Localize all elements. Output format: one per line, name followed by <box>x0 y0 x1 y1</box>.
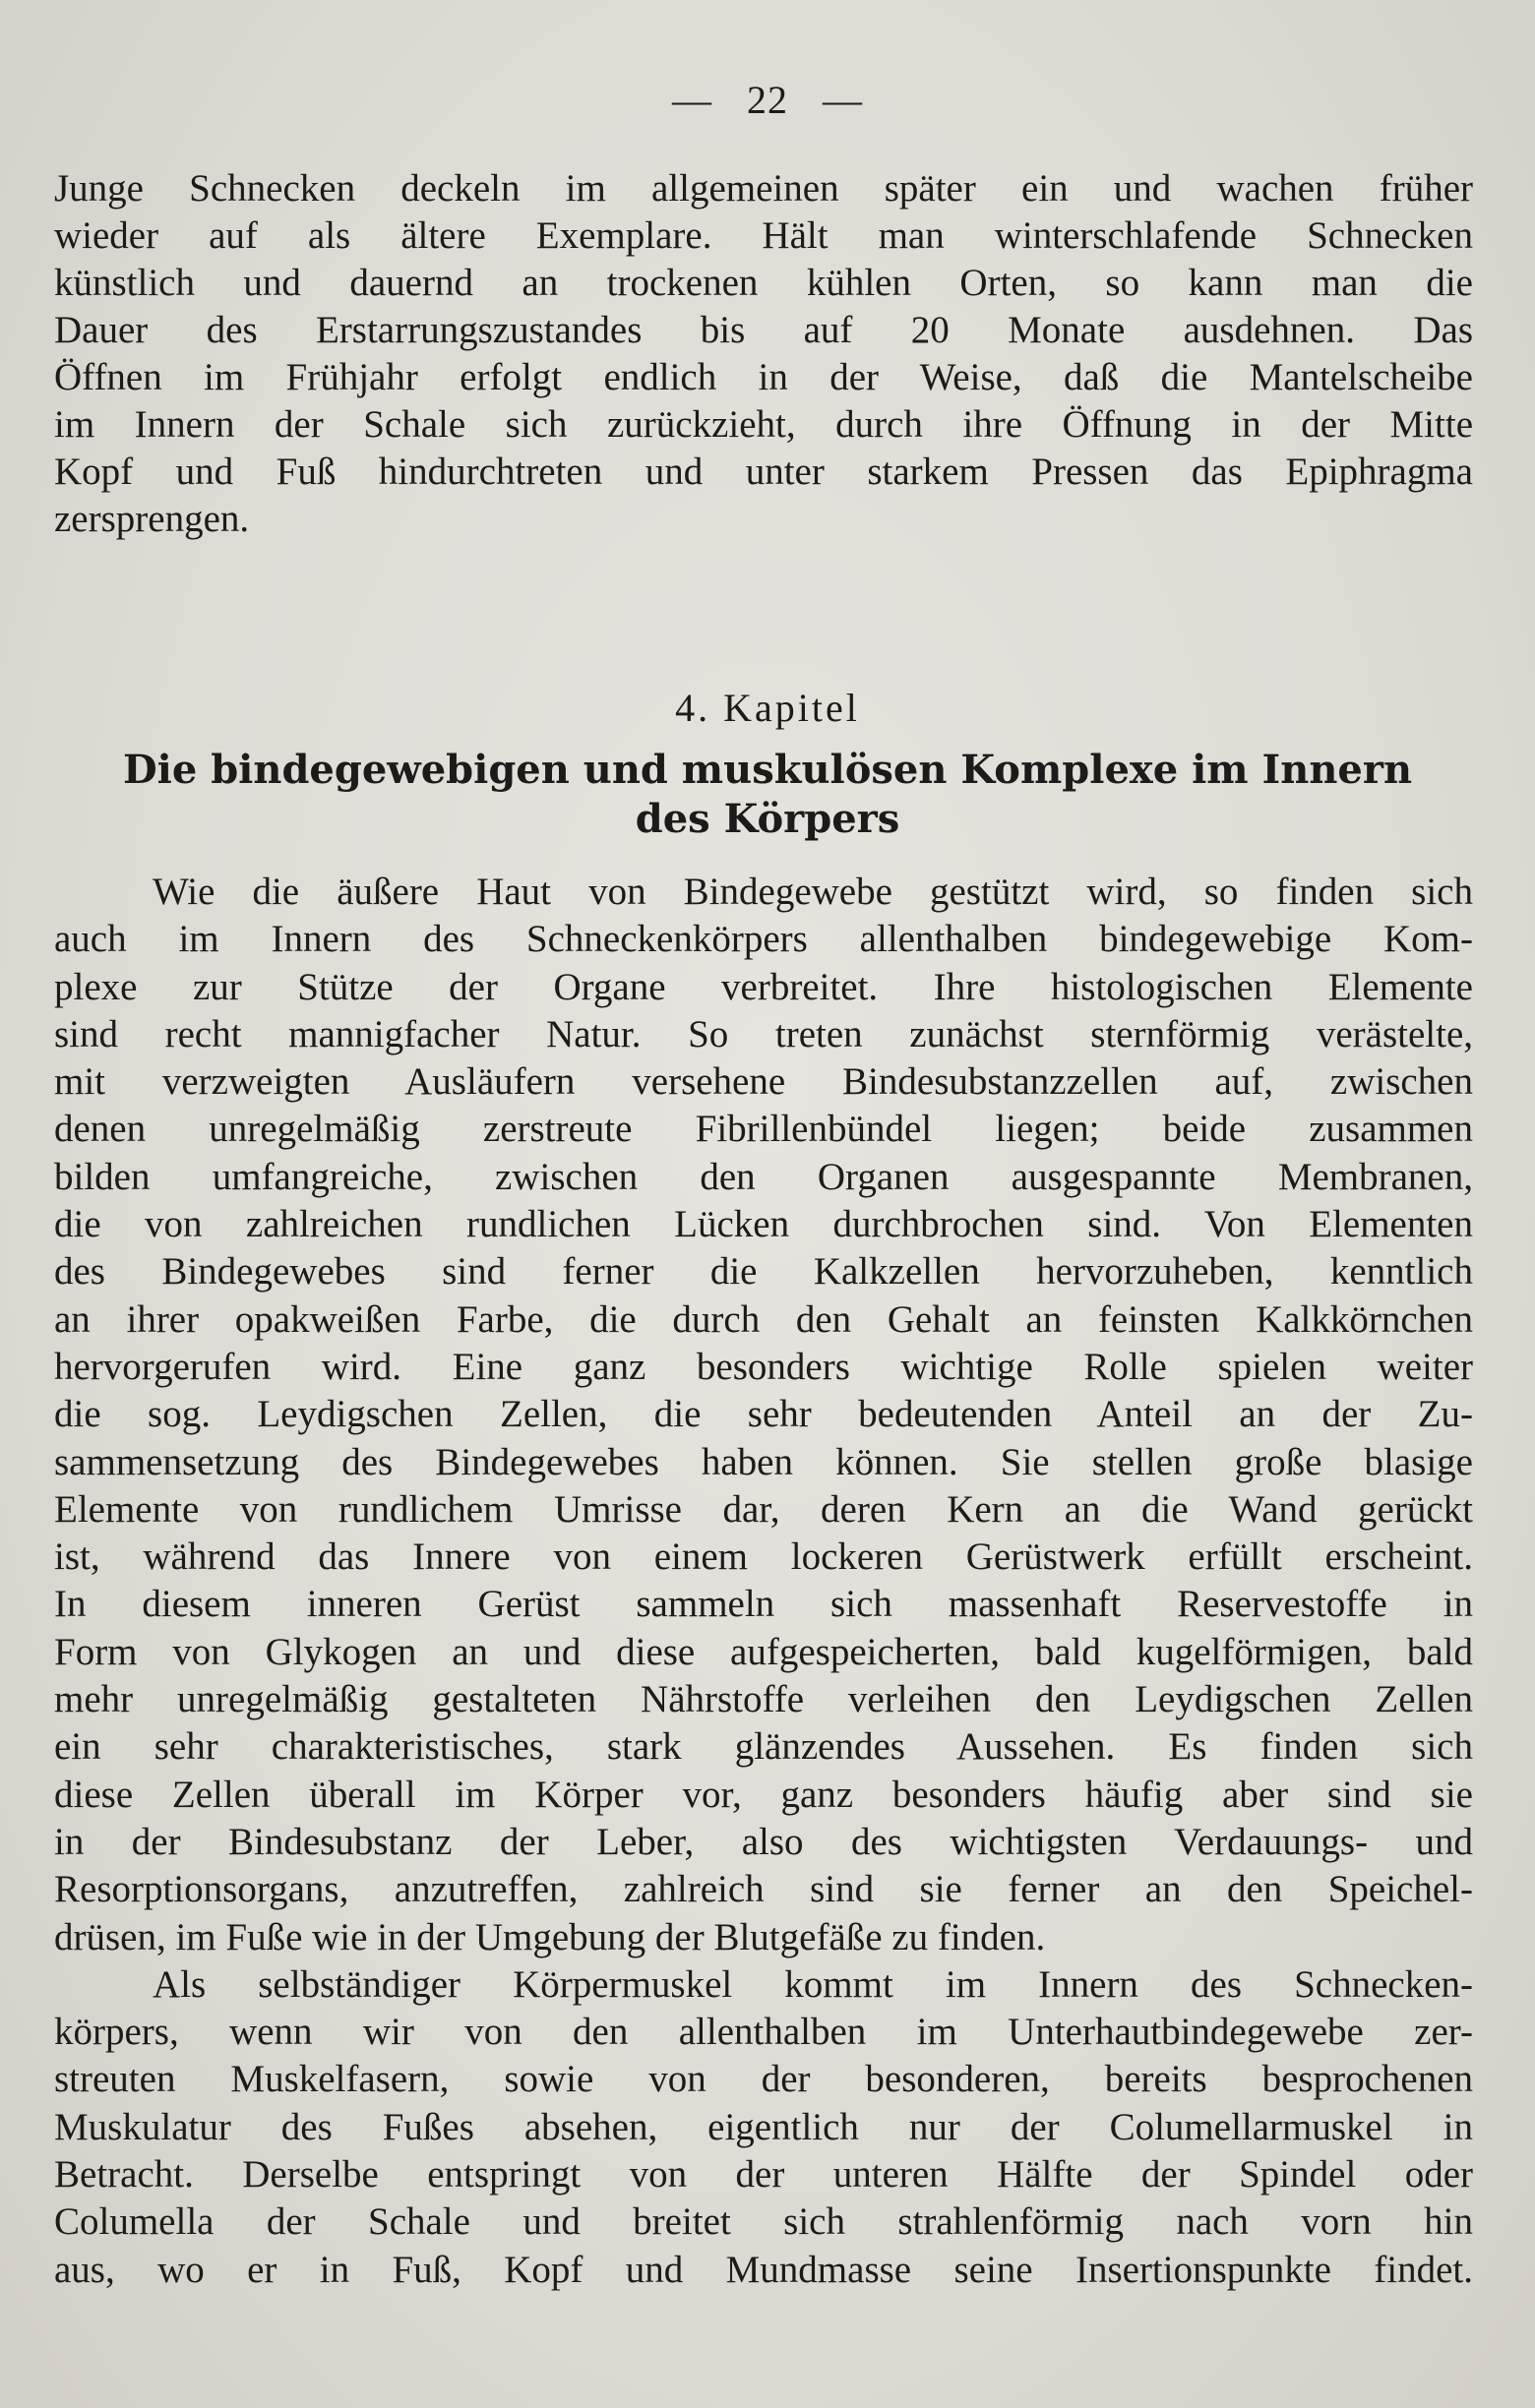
text-line: im Innern der Schale sich zurückzieht, durch ihre Öffnung in der Mitte <box>54 403 1473 446</box>
text-line: an ihrer opakweißen Farbe, die durch den Gehalt an feinsten Kalkkörnchen <box>54 1297 1473 1341</box>
chapter-title <box>0 746 1535 844</box>
text-line: Wie die äußere Haut von Bindegewebe gestützt wird, so finden sich <box>153 871 1473 913</box>
page-number-header <box>0 77 1535 124</box>
text-line: künstlich und dauernd an trockenen kühlen Orten, so kann man die <box>54 262 1473 304</box>
chapter-title-line: Die bindegewebigen und muskulösen Komplexe im Innern <box>122 747 1413 793</box>
page-number-dash-right: — <box>823 78 863 122</box>
paragraph-2 <box>54 869 1473 1961</box>
text-line: Dauer des Erstarrungszustandes bis auf 20 Monate ausdehnen. Das <box>54 309 1473 351</box>
text-line: wieder auf als ältere Exemplare. Hält man winterschlafende Schnecken <box>54 214 1473 257</box>
text-line: Öffnen im Frühjahr erfolgt endlich in der Weise, daß die Mantelscheibe <box>54 356 1473 398</box>
text-line: auch im Innern des Schneckenkörpers allenthalben bindegewebige Kom- <box>54 918 1473 961</box>
text-line: ein sehr charakteristisches, stark glänzendes Aussehen. Es finden sich <box>54 1725 1473 1769</box>
text-line: in der Bindesubstanz der Leber, also des wichtigsten Verdauungs- und <box>54 1820 1473 1863</box>
text-line: denen unregelmäßig zerstreute Fibrillenbündel liegen; beide zusammen <box>54 1108 1473 1151</box>
paragraph-1 <box>54 165 1473 543</box>
text-line: des Bindegewebes sind ferner die Kalkzellen hervorzuheben, kenntlich <box>54 1250 1473 1294</box>
chapter-body <box>54 869 1473 2294</box>
text-line: Als selbständiger Körpermuskel kommt im Innern des Schnecken- <box>153 1962 1473 2006</box>
paragraph-3 <box>54 1961 1473 2294</box>
text-line: mit verzweigten Ausläufern versehene Bindesubstanzzellen auf, zwischen <box>54 1060 1473 1104</box>
chapter-title-line: des Körpers <box>635 796 900 842</box>
text-line: die von zahlreichen rundlichen Lücken durchbrochen sind. Von Elementen <box>54 1203 1473 1246</box>
text-line: hervorgerufen wird. Eine ganz besonders wichtige Rolle spielen weiter <box>54 1345 1473 1388</box>
page-number-dash-left: — <box>672 78 712 122</box>
text-line: Muskulatur des Fußes absehen, eigentlich nur der Columellarmuskel in <box>54 2105 1473 2148</box>
text-line: Form von Glykogen an und diese aufgespeicherten, bald kugelförmigen, bald <box>54 1630 1473 1673</box>
text-line: die sog. Leydigschen Zellen, die sehr bedeutenden Anteil an der Zu- <box>54 1393 1473 1436</box>
text-line: Resorptionsorgans, anzutreffen, zahlreich sind sie ferner an den Speichel- <box>54 1868 1473 1911</box>
text-line: plexe zur Stütze der Organe verbreitet. Ihre histologischen Elemente <box>54 965 1473 1008</box>
text-line: körpers, wenn wir von den allenthalben im Unterhautbindegewebe zer- <box>54 2011 1473 2054</box>
text-line: sammensetzung des Bindegewebes haben können. Sie stellen große blasige <box>54 1440 1473 1483</box>
text-line: In diesem inneren Gerüst sammeln sich massenhaft Reservestoffe in <box>54 1583 1473 1626</box>
chapter-label: 4. Kapitel <box>675 686 860 730</box>
text-line: zersprengen. <box>54 498 250 540</box>
text-line: streuten Muskelfasern, sowie von der besonderen, bereits besprochenen <box>54 2058 1473 2101</box>
text-line: Betracht. Derselbe entspringt von der unteren Hälfte der Spindel oder <box>54 2153 1473 2197</box>
text-line: aus, wo er in Fuß, Kopf und Mundmasse seine Insertionspunkte findet. <box>54 2248 1473 2291</box>
text-line: ist, während das Innere von einem lockeren Gerüstwerk erfüllt erscheint. <box>54 1535 1473 1579</box>
text-line: Elemente von rundlichem Umrisse dar, deren Kern an die Wand gerückt <box>54 1487 1473 1531</box>
text-line: mehr unregelmäßig gestalteten Nährstoffe verleihen den Leydigschen Zellen <box>54 1678 1473 1721</box>
text-line: Columella der Schale und breitet sich strahlenförmig nach vorn hin <box>54 2200 1473 2244</box>
text-line: Kopf und Fuß hindurchtreten und unter starkem Pressen das Epiphragma <box>54 451 1473 493</box>
text-line: diese Zellen überall im Körper vor, ganz besonders häufig aber sind sie <box>54 1773 1473 1816</box>
text-line: drüsen, im Fuße wie in der Umgebung der Blutgefäße zu finden. <box>54 1915 1046 1958</box>
text-line: bilden umfangreiche, zwischen den Organen ausgespannte Membranen, <box>54 1155 1473 1198</box>
page-number: 22 <box>747 78 788 122</box>
text-line: sind recht mannigfacher Natur. So treten zunächst sternförmig verästelte, <box>54 1012 1473 1055</box>
text-line: Junge Schnecken deckeln im allgemeinen später ein und wachen früher <box>54 167 1473 210</box>
